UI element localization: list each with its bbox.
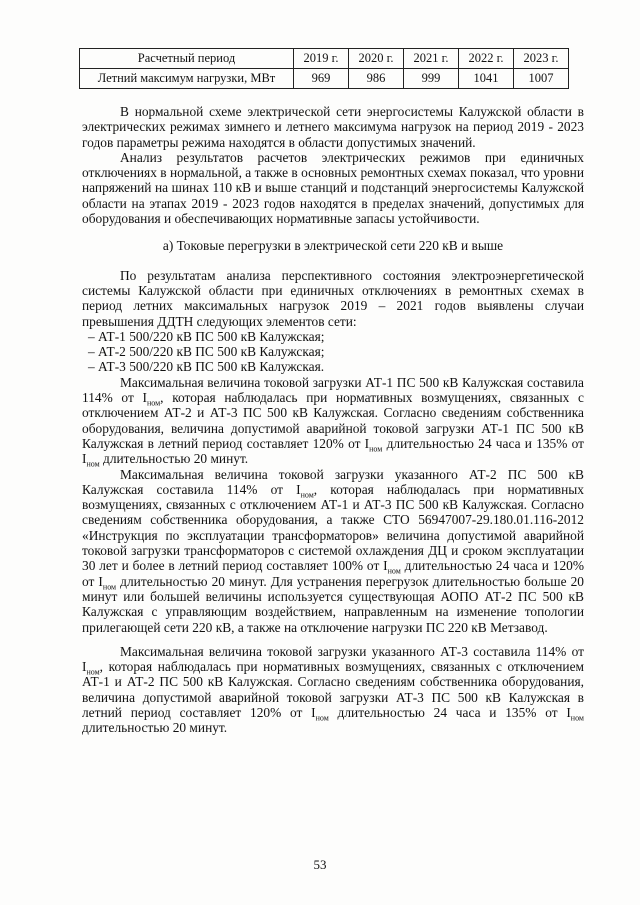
paragraph-overload-intro: По результатам анализа перспективного состояния электроэнергетической системы Калужской области при единичных отключениях в ремонтных схемах в период летних максимальных нагрузок 2019 – 2021 годов выявлены случаи превышения ДДТН следующих элементов сети: [82,267,584,329]
paragraph-normal-scheme: В нормальной схеме электрической сети энергосистемы Калужской области в электрических режимах зимнего и летнего максимума нагрузок на период 2019 - 2023 годов параметры режима находятся в области допустимых значений. [82,104,584,150]
table-value-2019: 969 [294,69,349,89]
list-item: – АТ-1 500/220 кВ ПС 500 кВ Калужская; [88,328,325,344]
table-year-2020: 2020 г. [349,49,404,69]
paragraph-analysis-results: Анализ результатов расчетов электрических режимов при единичных отключениях в нормальной, а также в основных ремонтных схемах показал, что уровни напряжений на шинах 110 кВ и выше станций и подстанций энергосистемы Калужской области на этапах 2019 - 2023 годов находятся в пределах значений, допустимых для оборудования и обеспечивающих нормативные запасы устойчивости. [82,149,584,227]
paragraph-at1-load: Максимальная величина токовой загрузки АТ-1 ПС 500 кВ Калужская составила 114% от $I_{ном}$, которая наблюдалась при нормативных возмущениях, связанных с отключением АТ-2 и АТ-3 ПС 500 кВ Калужская. Согласно сведениям собственника оборудования, величина допустимой аварийной токовой загрузки АТ-1 ПС 500 кВ Калужская в летний период составляет 120% от $I_{ном}$ длительностью 24 часа и 135% от $I_{ном}$ длительностью 20 минут. [82,374,584,469]
table-value-2023: 1007 [514,69,569,89]
paragraph-at3-load: Максимальная величина токовой загрузки указанного АТ-3 составила 114% от $I_{ном}$, которая наблюдалась при нормативных возмущениях, связанных с отключением АТ-1 и АТ-2 ПС 500 кВ Калужская. Согласно сведениям собственника оборудования, величина допустимой аварийной токовой загрузки АТ-3 ПС 500 кВ Калужская в летний период составляет 120% от $I_{ном}$ длительностью 24 часа и 135% от $I_{ном}$ длительностью 20 минут. [82,643,584,736]
page-number: 53 [313,857,327,872]
table-header-label: Расчетный период [80,49,294,69]
table-row [80,69,569,89]
body-text [82,104,584,736]
table-value-2021: 999 [404,69,459,89]
table-value-2020: 986 [349,69,404,89]
table-year-2021: 2021 г. [404,49,459,69]
list-item: – АТ-3 500/220 кВ ПС 500 кВ Калужская. [88,359,325,375]
section-heading: а) Токовые перегрузки в электрической сети 220 кВ и выше [162,238,504,254]
table-year-2019: 2019 г. [294,49,349,69]
table-header-row [80,49,569,69]
table-row-label: Летний максимум нагрузки, МВт [80,69,294,89]
table-year-2023: 2023 г. [514,49,569,69]
table-year-2022: 2022 г. [459,49,514,69]
summer-peak-load-table [79,48,569,89]
table-value-2022: 1041 [459,69,514,89]
list-item: – АТ-2 500/220 кВ ПС 500 кВ Калужская; [88,344,325,360]
paragraph-at2-load: Максимальная величина токовой загрузки указанного АТ-2 ПС 500 кВ Калужская составила 114% от $I_{ном}$, которая наблюдалась при нормативных возмущениях, связанных с отключением АТ-1 и АТ-3 ПС 500 кВ Калужская. Согласно сведениям собственника оборудования, а также СТО 56947007-29.180.01.116-2012 «Инструкция по эксплуатации трансформаторов» величина допустимой аварийной токовой загрузки трансформаторов с системой охлаждения ДЦ и сроком эксплуатации 30 лет и более в летний период составляет 100% от $I_{ном}$ длительностью 24 часа и 120% от $I_{ном}$ длительностью 20 минут. Для устранения перегрузок длительностью больше 20 минут или большей величины используется существующая АОПО АТ-2 ПС 500 кВ Калужская с управляющим воздействием, направленным на изменение топологии прилегающей сети 220 кВ, а также на отключение нагрузки ПС 220 кВ Метзавод. [82,466,584,635]
